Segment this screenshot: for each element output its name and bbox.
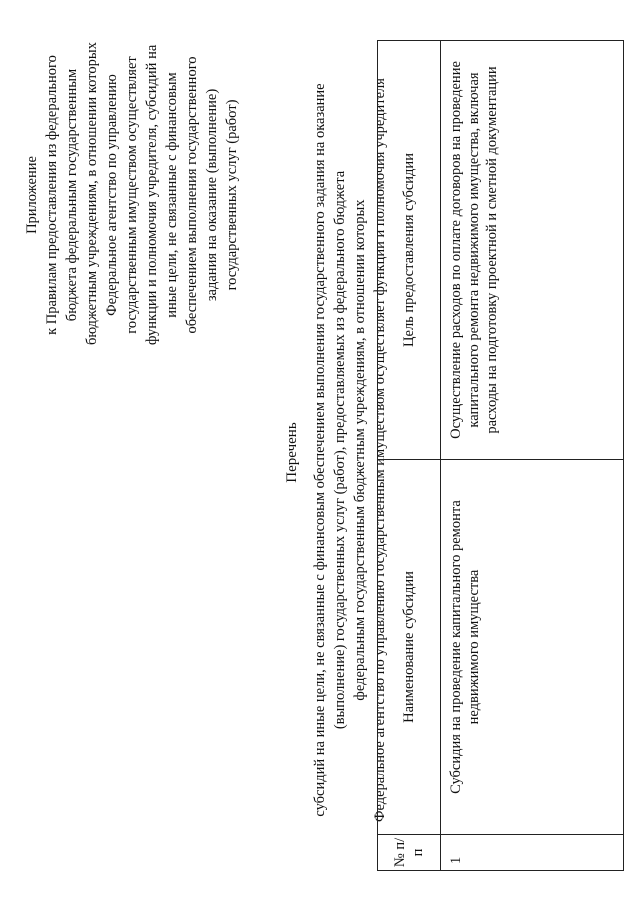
appendix-line: Приложение	[24, 156, 40, 234]
appendix-line: Федеральное агентство по управлению	[104, 74, 120, 316]
appendix-line: иные цели, не связанные с финансовым	[164, 72, 180, 318]
appendix-line: государственным имуществом осуществляет	[124, 56, 140, 334]
cell-name: Субсидия на проведение капитального ремонта недвижимого имущества	[441, 460, 624, 835]
subtitle-line: (выполнение) государственных услуг (работ), предоставляемых из федерального бюджета	[332, 170, 348, 730]
list-title: Перечень	[284, 422, 300, 483]
subtitle-line: субсидий на иные цели, не связанные с финансовым обеспечением выполнения государственного задания на оказание	[312, 83, 328, 817]
appendix-line: государственных услуг (работ)	[224, 99, 240, 291]
appendix-line: к Правилам предоставления из федерального	[44, 55, 60, 335]
appendix-line: бюджета федеральным государственным	[64, 68, 80, 322]
appendix-line: задания на оказание (выполнение)	[204, 88, 220, 302]
appendix-line: функции и полномочия учредителя, субсидий на	[144, 44, 160, 345]
appendix-line: бюджетным учреждениям, в отношении которых	[84, 42, 100, 345]
table-row	[441, 41, 624, 871]
subtitle-line: федеральным государственным бюджетным учреждениям, в отношении которых	[352, 199, 368, 701]
cell-num: 1	[441, 835, 624, 871]
header-goal: Цель предоставления субсидии	[378, 41, 441, 460]
subtitle-line: Федеральное агентство по управлению государственным имуществом осуществляет функции и полномочия учредителя	[372, 78, 388, 822]
appendix-block	[22, 42, 242, 345]
cell-goal: Осуществление расходов по оплате договоров на проведение капитального ремонта недвижимого имущества, включая расходы на подготовку проектной и сметной документации	[441, 41, 624, 460]
header-name: Наименование субсидии	[378, 460, 441, 835]
header-num: № п/п	[378, 835, 441, 871]
subsidy-table	[377, 40, 624, 871]
appendix-line: обеспечением выполнения государственного	[184, 56, 200, 334]
table-header-row	[378, 41, 441, 871]
